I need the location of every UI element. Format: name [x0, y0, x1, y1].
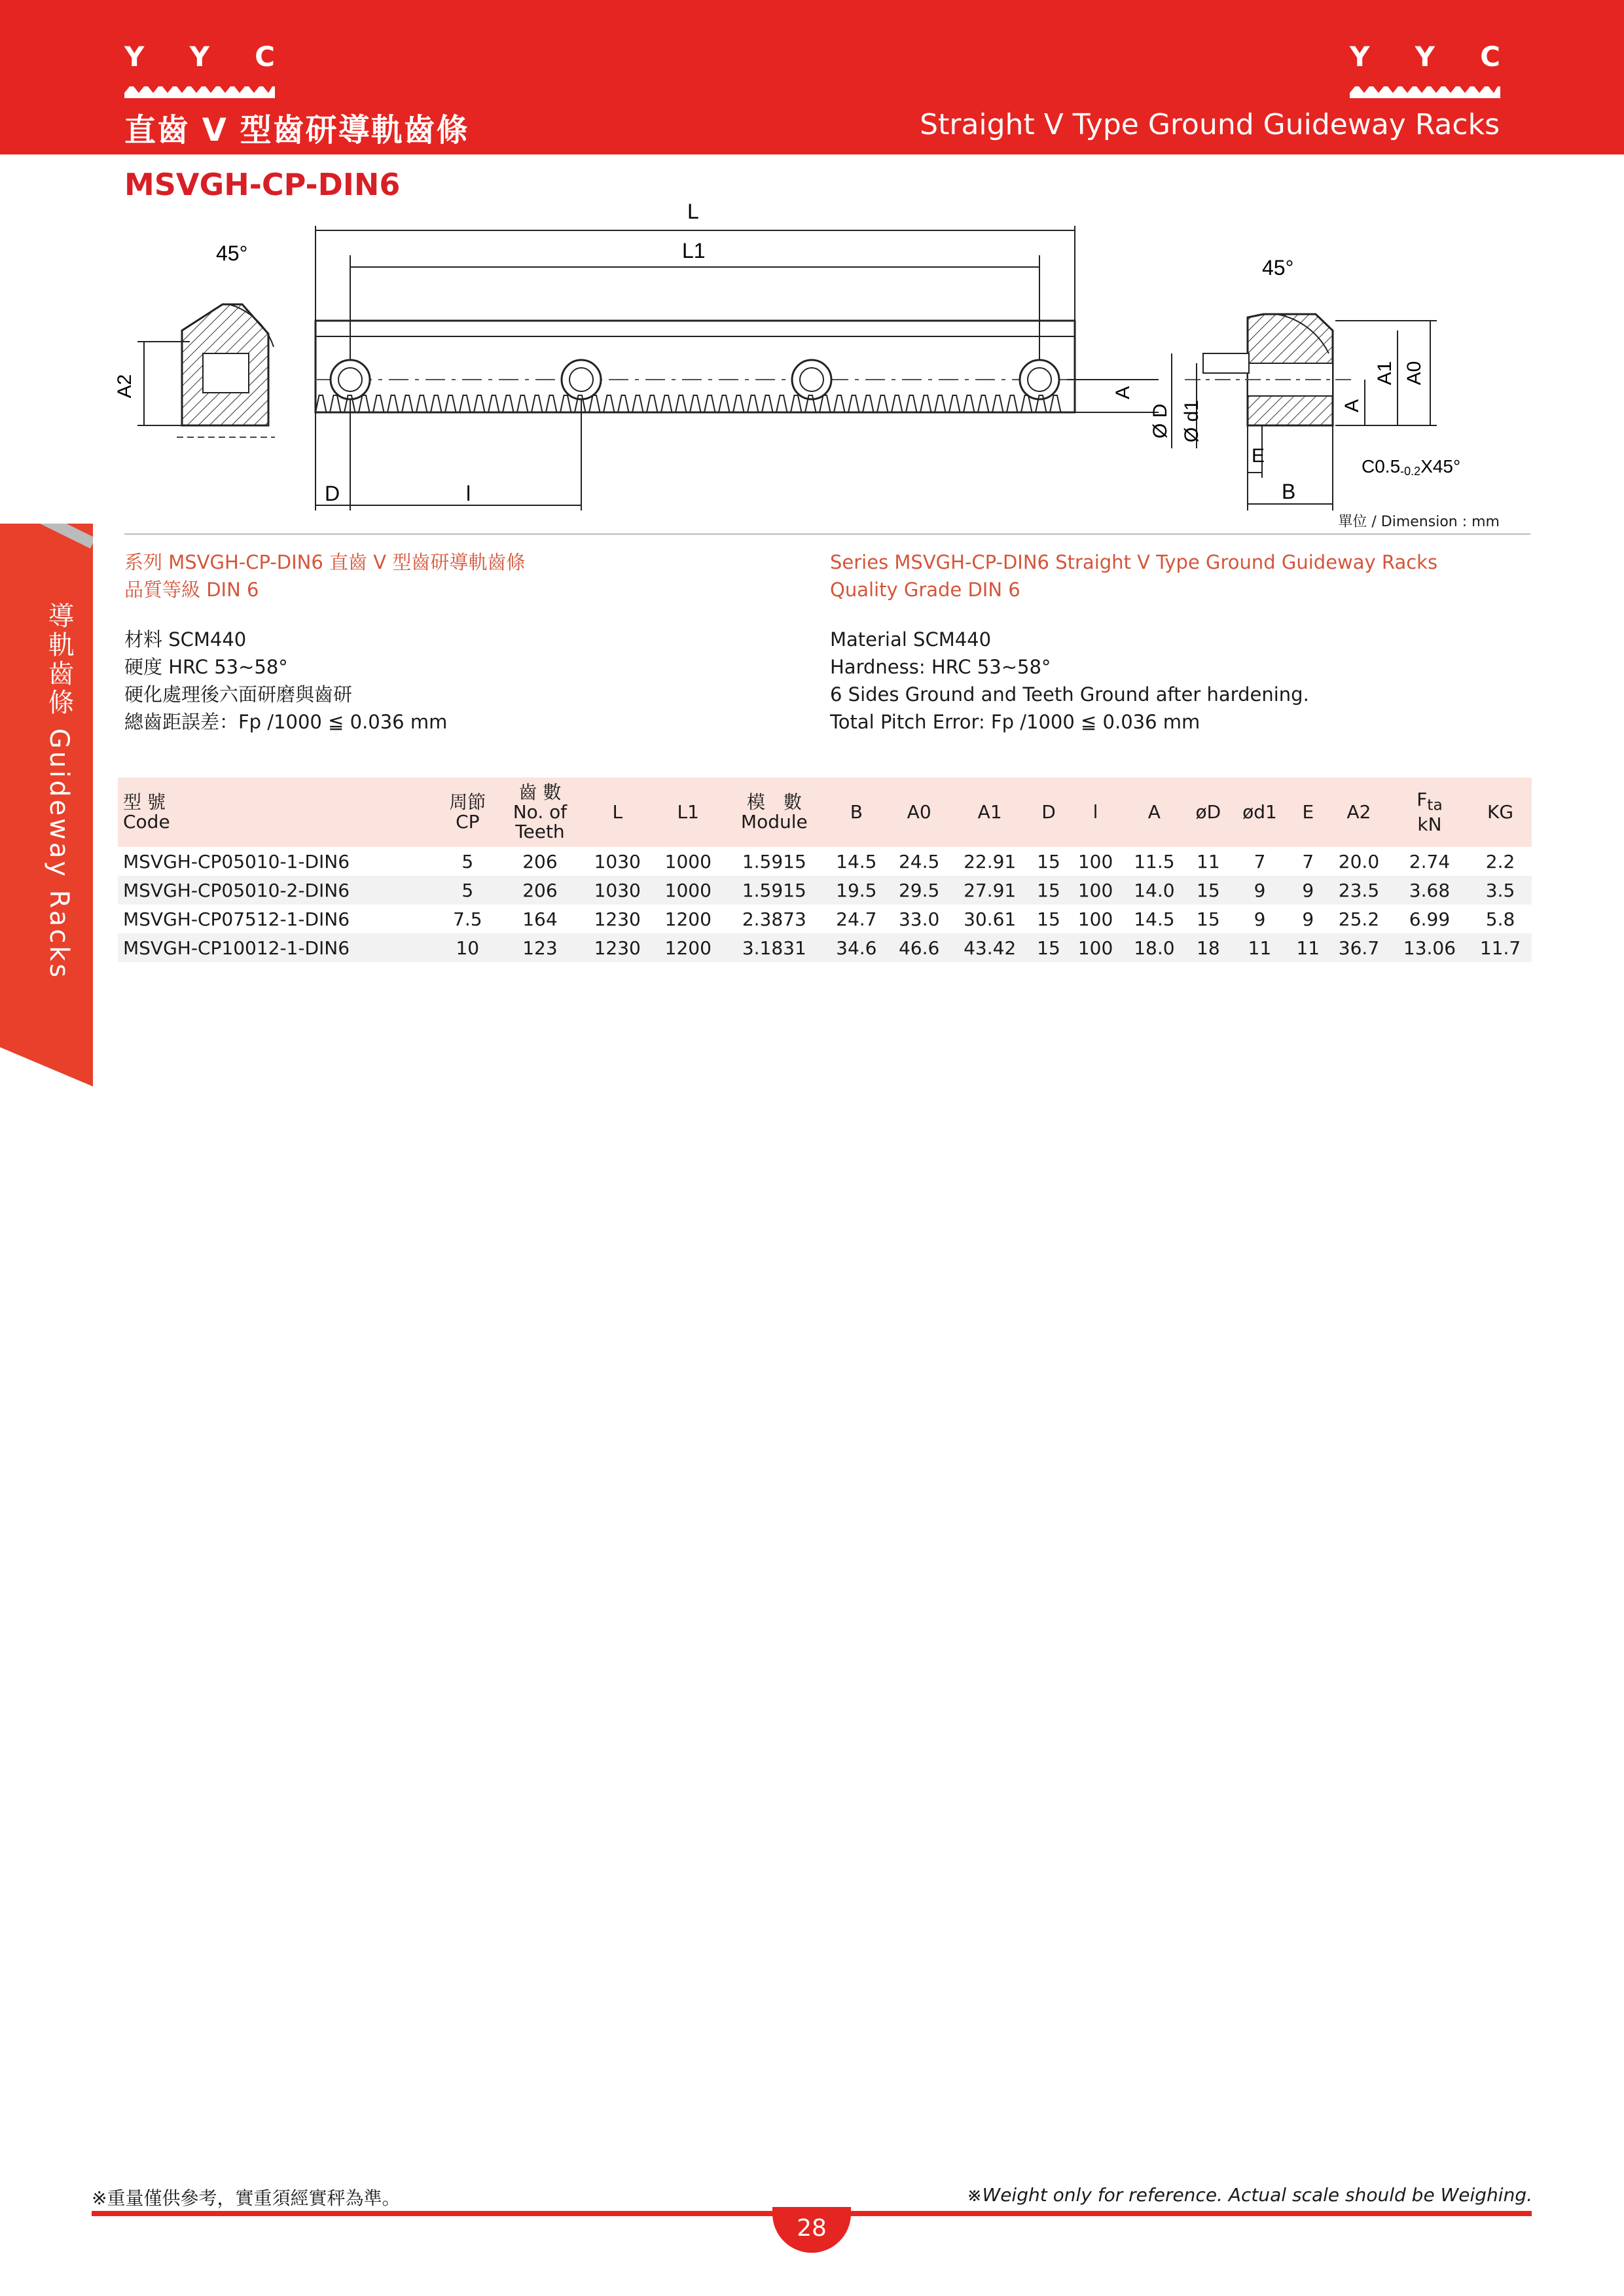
cell-cp: 5: [461, 879, 474, 901]
cell-e: 7: [1302, 850, 1314, 872]
cell-teeth: 164: [522, 908, 558, 930]
cell-phid: 15: [1197, 908, 1220, 930]
header-title-en: Straight V Type Ground Guideway Racks: [920, 108, 1500, 141]
cell-l: 100: [1077, 850, 1113, 872]
cell-fta: 6.99: [1409, 908, 1451, 930]
col-a: A: [1147, 801, 1161, 823]
info-en: [830, 548, 1437, 736]
cell-a1: 30.61: [964, 908, 1017, 930]
gear-teeth-icon: [124, 84, 275, 98]
cell-phid1: 9: [1254, 908, 1266, 930]
cell-b: 14.5: [836, 850, 877, 872]
cell-code: MSVGH-CP10012-1-DIN6: [123, 937, 350, 959]
logo-letter: Y: [124, 41, 145, 73]
cell-l1: 1000: [664, 850, 712, 872]
cell-a0: 46.6: [898, 937, 940, 959]
dim-a0-label: A0: [1403, 361, 1425, 386]
material-zh: 材料 SCM440: [124, 628, 247, 651]
footer-note-en: ※Weight only for reference. Actual scale should be Weighing.: [967, 2184, 1532, 2206]
table-row: [118, 933, 1532, 962]
cell-a0: 24.5: [898, 850, 940, 872]
technical-drawing: [111, 190, 1512, 537]
series-en: Series MSVGH-CP-DIN6 Straight V Type Ground Guideway Racks: [830, 551, 1438, 573]
col-phi-d1: ød1: [1242, 801, 1277, 823]
cell-cp: 7.5: [453, 908, 482, 930]
table-row: [118, 876, 1532, 905]
cell-e: 11: [1296, 937, 1320, 959]
dim-l1-label: L1: [682, 239, 706, 262]
logo-letter: C: [1480, 41, 1500, 73]
col-a0: A0: [907, 801, 931, 823]
chamfer-label: C0.5-0.2X45°: [1362, 456, 1461, 478]
dim-l-total-label: L: [687, 200, 699, 223]
info-zh: [124, 548, 525, 736]
section-divider: [124, 533, 1530, 535]
dim-phi-d1-label: Ø d1: [1181, 399, 1202, 442]
table-row: [118, 905, 1532, 933]
cell-d: 15: [1037, 879, 1060, 901]
cell-fta: 3.68: [1409, 879, 1451, 901]
cell-d: 15: [1037, 937, 1060, 959]
cell-a2: 36.7: [1338, 937, 1380, 959]
dim-a1-label: A1: [1374, 361, 1396, 386]
cell-teeth: 123: [522, 937, 558, 959]
spec-table: [118, 778, 1532, 962]
logo-letter: Y: [1415, 41, 1435, 73]
cell-teeth: 206: [522, 850, 558, 872]
col-fta: $F_{ta}$ kN: [1416, 789, 1443, 835]
cell-b: 34.6: [836, 937, 877, 959]
logo-letter: C: [255, 41, 275, 73]
side-tab-label: 導軌齒條 Guideway Racks: [44, 602, 74, 980]
cell-phid: 18: [1197, 937, 1220, 959]
cell-kg: 5.8: [1485, 908, 1515, 930]
page-number: 28: [772, 2207, 851, 2253]
grade-zh: 品質等級 DIN 6: [124, 579, 259, 601]
dim-a2-label: A2: [114, 374, 135, 399]
dim-d-label: D: [325, 482, 340, 505]
dim-a-side-label: A: [1341, 399, 1363, 413]
dim-pitch-label: l: [466, 482, 471, 505]
col-cp: 周節 CP: [449, 791, 486, 833]
table-row: [118, 847, 1532, 876]
cell-kg: 11.7: [1479, 937, 1521, 959]
dim-a-label: A: [1112, 386, 1134, 399]
col-b: B: [850, 801, 863, 823]
cell-l: 100: [1077, 879, 1113, 901]
cell-b: 19.5: [836, 879, 877, 901]
series-zh: 系列 MSVGH-CP-DIN6 直齒 V 型齒研導軌齒條: [124, 551, 526, 573]
pitch-error-en: Total Pitch Error: Fp /1000 ≦ 0.036 mm: [830, 711, 1200, 733]
cell-teeth: 206: [522, 879, 558, 901]
cell-cp: 10: [456, 937, 480, 959]
cell-a2: 20.0: [1338, 850, 1380, 872]
logo-letter: Y: [189, 41, 209, 73]
col-phi-d: øD: [1195, 801, 1221, 823]
cell-phid: 15: [1197, 879, 1220, 901]
col-teeth: 齒 數 No. of Teeth: [513, 781, 568, 842]
col-a1: A1: [977, 801, 1002, 823]
treatment-en: 6 Sides Ground and Teeth Ground after hardening.: [830, 683, 1309, 706]
cell-a: 18.0: [1134, 937, 1175, 959]
brand-logo-right: [1350, 41, 1500, 105]
cell-d: 15: [1037, 908, 1060, 930]
cell-a: 11.5: [1134, 850, 1175, 872]
cell-a2: 23.5: [1338, 879, 1380, 901]
cell-fta: 13.06: [1403, 937, 1456, 959]
cell-b: 24.7: [836, 908, 877, 930]
cell-module: 2.3873: [742, 908, 806, 930]
pitch-error-zh: 總齒距誤差：Fp /1000 ≦ 0.036 mm: [124, 711, 448, 733]
cell-a1: 43.42: [964, 937, 1017, 959]
cell-module: 1.5915: [742, 879, 806, 901]
cell-l: 1030: [594, 879, 641, 901]
cell-e: 9: [1302, 879, 1314, 901]
table-header-row: [118, 778, 1532, 847]
cell-module: 3.1831: [742, 937, 806, 959]
material-en: Material SCM440: [830, 628, 992, 651]
cell-a0: 29.5: [898, 879, 940, 901]
angle-left-label: 45°: [216, 242, 248, 265]
front-rack-view: [316, 200, 1159, 511]
cell-l: 1230: [594, 937, 641, 959]
cell-l: 1230: [594, 908, 641, 930]
cell-fta: 2.74: [1409, 850, 1451, 872]
cell-kg: 2.2: [1485, 850, 1515, 872]
footer-note-zh: ※重量僅供參考，實重須經實秤為準。: [92, 2187, 401, 2209]
cell-code: MSVGH-CP05010-1-DIN6: [123, 850, 350, 872]
cell-phid: 11: [1197, 850, 1220, 872]
cell-a1: 22.91: [964, 850, 1017, 872]
cell-module: 1.5915: [742, 850, 806, 872]
cell-code: MSVGH-CP07512-1-DIN6: [123, 908, 350, 930]
cell-l1: 1000: [664, 879, 712, 901]
cell-cp: 5: [461, 850, 474, 872]
cell-l: 100: [1077, 937, 1113, 959]
col-module: 模 數 Module: [740, 791, 808, 833]
cell-l1: 1200: [664, 908, 712, 930]
brand-logo-left: [124, 41, 275, 105]
col-l: L: [612, 801, 623, 823]
col-kg: KG: [1487, 801, 1514, 823]
cell-phid1: 9: [1254, 879, 1266, 901]
col-e: E: [1302, 801, 1314, 823]
angle-right-label: 45°: [1262, 256, 1294, 279]
cell-d: 15: [1037, 850, 1060, 872]
cell-l: 1030: [594, 850, 641, 872]
gear-teeth-icon: [1350, 84, 1500, 98]
col-code: 型 號 Code: [123, 791, 170, 833]
dim-phi-d-label: Ø D: [1149, 403, 1171, 439]
page-header: [0, 0, 1624, 154]
col-a2: A2: [1346, 801, 1371, 823]
hardness-zh: 硬度 HRC 53~58°: [124, 656, 288, 678]
model-title: MSVGH-CP-DIN6: [124, 167, 401, 202]
grade-en: Quality Grade DIN 6: [830, 579, 1020, 601]
cell-e: 9: [1302, 908, 1314, 930]
treatment-zh: 硬化處理後六面研磨與齒研: [124, 683, 353, 706]
col-l1: L1: [677, 801, 699, 823]
cell-a0: 33.0: [898, 908, 940, 930]
cell-l: 100: [1077, 908, 1113, 930]
col-pitch: l: [1092, 801, 1098, 823]
cell-code: MSVGH-CP05010-2-DIN6: [123, 879, 350, 901]
cell-l1: 1200: [664, 937, 712, 959]
cell-a: 14.5: [1134, 908, 1175, 930]
dim-b-label: B: [1282, 480, 1296, 503]
cell-phid1: 11: [1248, 937, 1272, 959]
cell-phid1: 7: [1254, 850, 1266, 872]
dim-e-label: E: [1252, 445, 1265, 467]
cell-a1: 27.91: [964, 879, 1017, 901]
logo-letter: Y: [1350, 41, 1370, 73]
cell-a2: 25.2: [1338, 908, 1380, 930]
cell-kg: 3.5: [1485, 879, 1515, 901]
col-d: D: [1041, 801, 1056, 823]
hardness-en: Hardness: HRC 53~58°: [830, 656, 1051, 678]
right-side-view: [1149, 256, 1460, 511]
cell-a: 14.0: [1134, 879, 1175, 901]
header-title-zh: 直齒 V 型齒研導軌齒條: [124, 112, 469, 149]
left-section-view: [114, 242, 275, 437]
unit-note: 單位 / Dimension : mm: [1338, 514, 1500, 530]
